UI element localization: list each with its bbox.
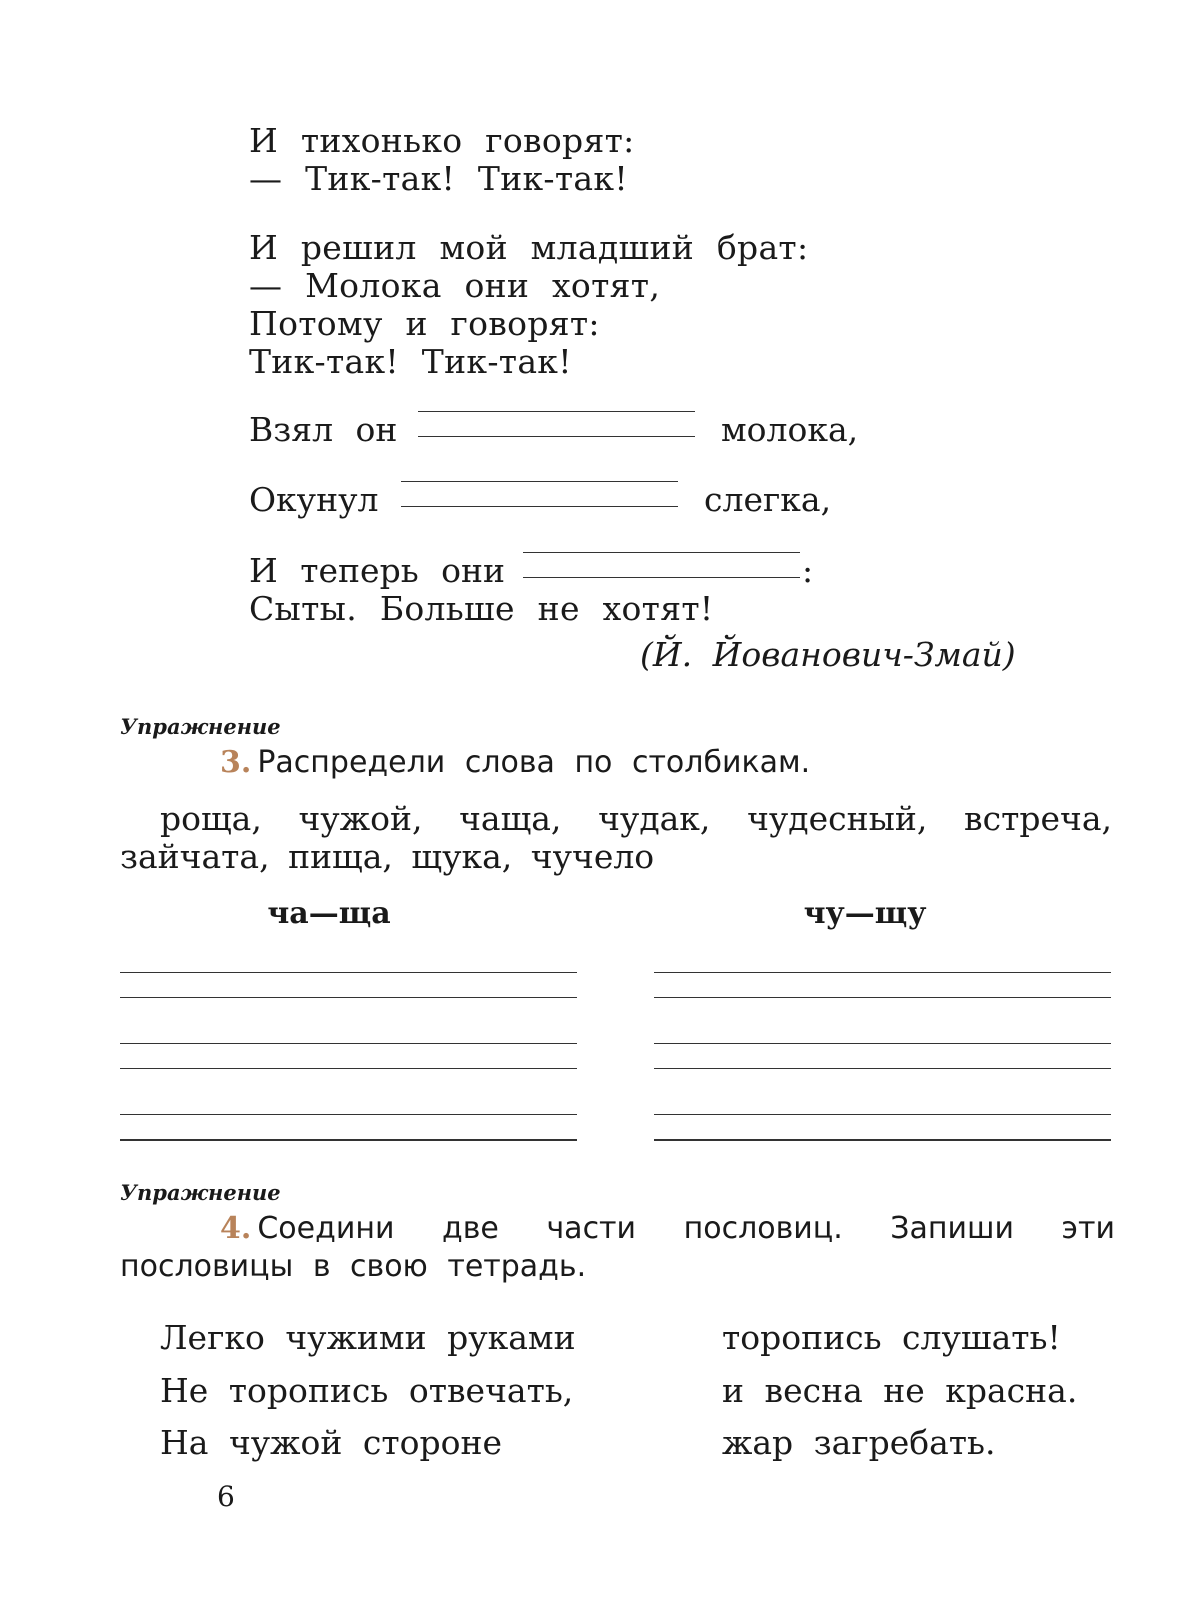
fill-text-before: И теперь они — [249, 551, 506, 590]
exercise-3-instruction: Распредели слова по столбикам. — [257, 745, 811, 780]
answer-line[interactable] — [120, 997, 577, 998]
column-heading-left: ча—ща — [267, 896, 391, 931]
answer-line[interactable] — [120, 1114, 577, 1115]
blank-line[interactable] — [418, 436, 695, 437]
fill-text-before: Взял он — [249, 410, 398, 449]
poem-line: И решил мой младший брат: — [249, 228, 809, 267]
poem-line: — Молока они хотят, — [249, 266, 661, 305]
exercise-4-instruction: Соедини две части пословиц. Запиши эти пословицы в свою тетрадь. — [120, 1211, 1115, 1284]
proverb-left: Не торопись отвечать, — [160, 1371, 574, 1410]
exercise-3-label: Упражнение — [120, 714, 281, 739]
poem-stanza-2 — [249, 229, 949, 381]
proverb-right: жар загребать. — [722, 1423, 996, 1462]
fill-line-1 — [249, 411, 949, 449]
answer-line[interactable] — [654, 997, 1111, 998]
poem — [249, 122, 949, 412]
poem-line: И тихонько говорят: — [249, 121, 635, 160]
answer-line[interactable] — [654, 1043, 1111, 1044]
exercise-4-number: 4. — [220, 1211, 252, 1246]
answer-line[interactable] — [120, 1068, 577, 1069]
exercise-3-title — [120, 744, 1115, 782]
page-number: 6 — [217, 1480, 235, 1513]
poem-line: Тик-так! Тик-так! — [249, 342, 572, 381]
poem-stanza-1 — [249, 122, 949, 198]
poem-line: — Тик-так! Тик-так! — [249, 159, 628, 198]
blank-line[interactable] — [401, 506, 678, 507]
exercise-3-word-list: роща, чужой, чаща, чудак, чудесный, встреча, зайчата, пища, щука, чучело — [120, 799, 1112, 876]
exercise-3-number: 3. — [220, 745, 252, 780]
proverb-left: На чужой стороне — [160, 1423, 503, 1462]
fill-text-after: молока, — [721, 410, 859, 449]
fill-text-after: слегка, — [704, 480, 832, 519]
column-heading-right: чу—щу — [803, 896, 927, 931]
answer-line[interactable] — [654, 1068, 1111, 1069]
proverb-right: торопись слушать! — [722, 1318, 1061, 1357]
answer-line[interactable] — [654, 1139, 1111, 1141]
answer-line[interactable] — [120, 1043, 577, 1044]
exercise-4-title — [120, 1210, 1115, 1286]
blank-line[interactable] — [401, 481, 678, 482]
fill-line-2 — [249, 481, 949, 519]
exercise-4-label: Упражнение — [120, 1180, 281, 1205]
poem-author: (Й. Йованович-Змай) — [640, 635, 1016, 674]
poem-line: Потому и говорят: — [249, 304, 600, 343]
answer-line[interactable] — [120, 972, 577, 973]
poem-last-line: Сыты. Больше не хотят! — [249, 589, 714, 628]
proverb-left: Легко чужими руками — [160, 1318, 576, 1357]
answer-line[interactable] — [120, 1139, 577, 1141]
fill-line-3 — [249, 552, 949, 590]
fill-text-after: : — [802, 551, 814, 590]
fill-text-before: Окунул — [249, 480, 379, 519]
blank-line[interactable] — [418, 411, 695, 412]
answer-line[interactable] — [654, 1114, 1111, 1115]
proverb-right: и весна не красна. — [722, 1371, 1078, 1410]
answer-line[interactable] — [654, 972, 1111, 973]
blank-line[interactable] — [523, 577, 800, 578]
blank-line[interactable] — [523, 552, 800, 553]
